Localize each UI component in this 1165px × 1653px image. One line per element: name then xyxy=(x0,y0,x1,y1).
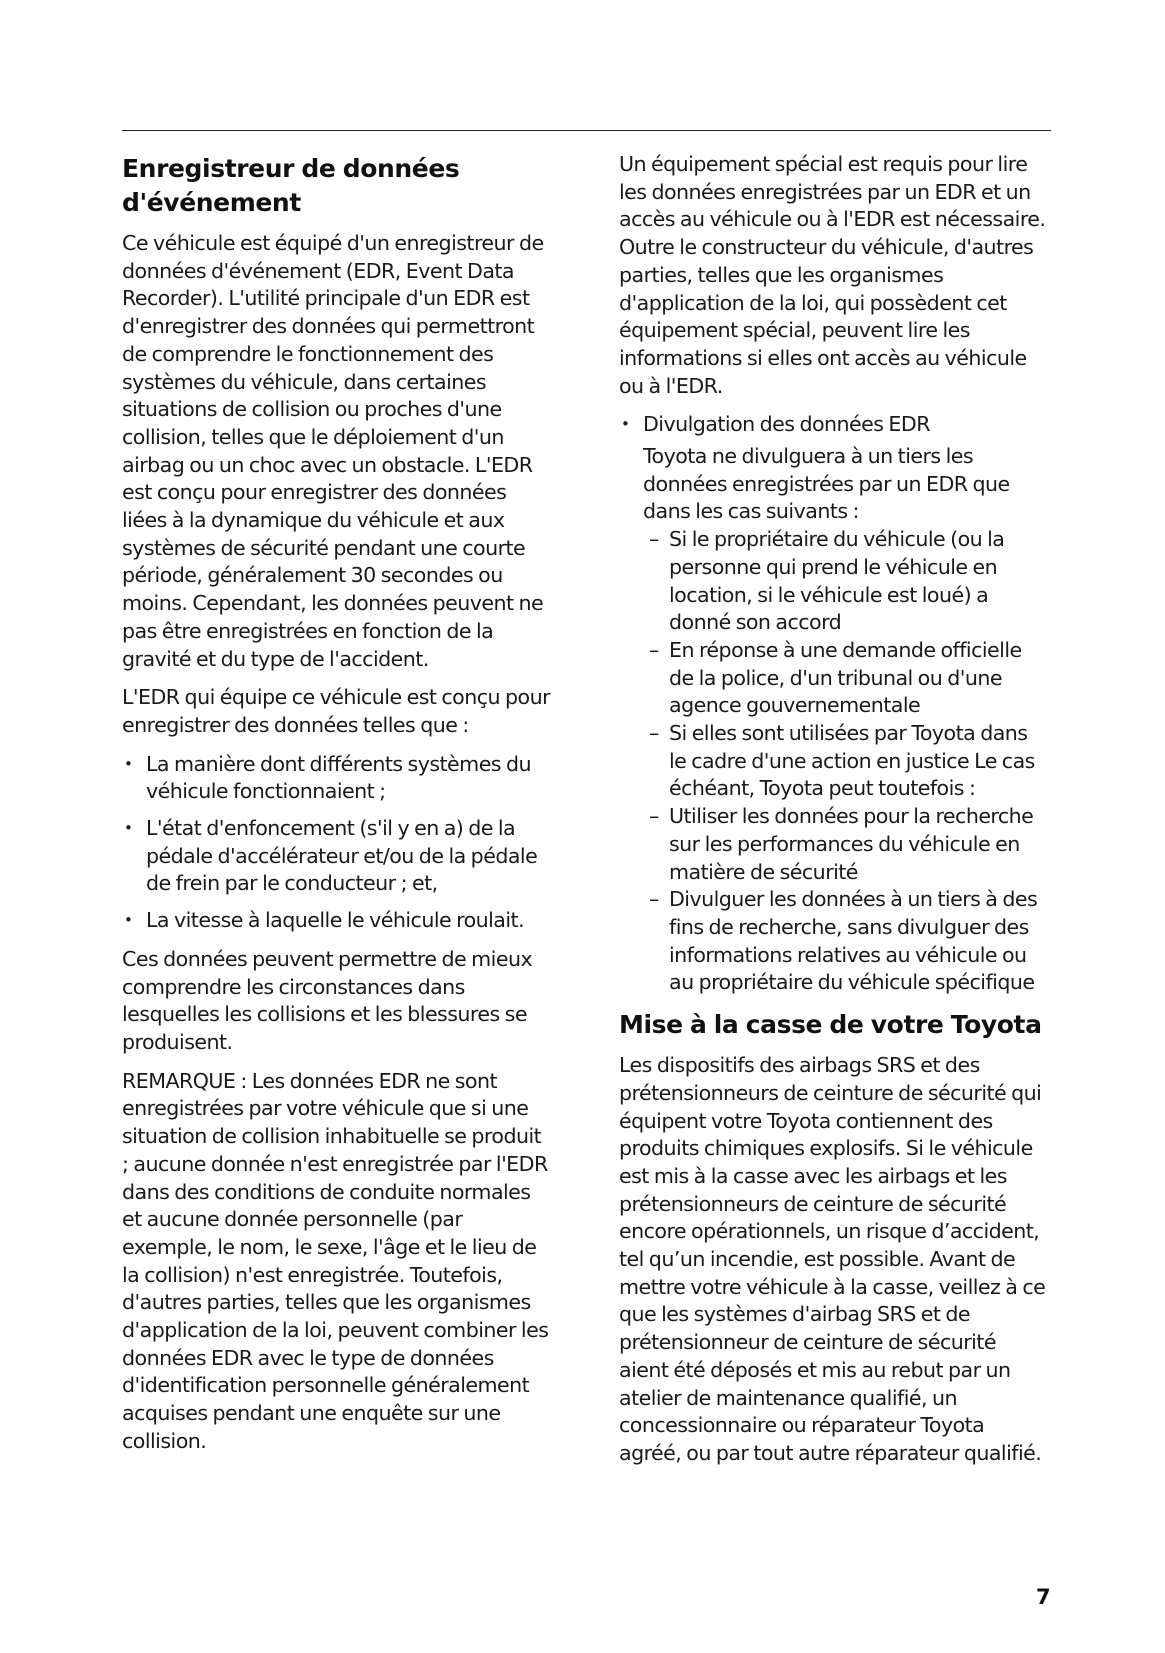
edr-data-list xyxy=(122,751,552,935)
top-rule xyxy=(122,130,1051,131)
edr-access-paragraph: Un équipement spécial est requis pour lire les données enregistrées par un EDR et un accès au véhicule ou à l'EDR est nécessaire. Outre le constructeur du véhicule, d'autres parties, telles que les organismes d'application de la loi, qui possèdent cet équipement spécial, peuvent lire les informations si elles ont accès au véhicule ou à l'EDR. xyxy=(619,152,1046,398)
list-item: • L'état d'enfoncement (s'il y en a) de la pédale d'accélérateur et/ou de la pédale de frein par le conducteur ; et, xyxy=(122,815,552,898)
right-column xyxy=(619,151,1049,1479)
list-item: – Divulguer les données à un tiers à des fins de recherche, sans divulguer des informations relatives au véhicule ou au propriétaire du véhicule spécifique xyxy=(643,886,1049,997)
left-column xyxy=(122,152,552,1467)
list-item-disclosure xyxy=(619,411,1049,997)
list-item: • La vitesse à laquelle le véhicule roulait. xyxy=(122,907,552,935)
edr-list-intro: L'EDR qui équipe ce véhicule est conçu pour enregistrer des données telles que : xyxy=(122,685,550,737)
list-item: – Si elles sont utilisées par Toyota dans le cadre d'une action en justice Le cas échéant, Toyota peut toutefois : xyxy=(643,720,1049,803)
edr-remark-paragraph: REMARQUE : Les données EDR ne sont enregistrées par votre véhicule que si une situation de collision inhabituelle se produit ; aucune donnée n'est enregistrée par l'EDR dans des conditions de conduite normales et aucune donnée personnelle (par exemple, le nom, le sexe, l'âge et le lieu de la collision) n'est enregistrée. Toutefois, d'autres parties, telles que les organismes d'application de la loi, peuvent combiner les données EDR avec le type de données d'identification personnelle généralement acquises pendant une enquête sur une collision. xyxy=(122,1068,549,1453)
disclosure-text: Toyota ne divulguera à un tiers les données enregistrées par un EDR que dans les cas suivants : xyxy=(643,444,1010,524)
list-item: – Si le propriétaire du véhicule (ou la personne qui prend le véhicule en location, si le véhicule est loué) a donné son accord xyxy=(643,526,1049,637)
list-item: – En réponse à une demande officielle de la police, d'un tribunal ou d'une agence gouvernementale xyxy=(643,637,1049,720)
section-heading-edr: Enregistreur de données d'événement xyxy=(122,154,460,217)
page-number: 7 xyxy=(1036,1585,1051,1609)
disclosure-title: Divulgation des données EDR xyxy=(643,412,930,437)
scrapping-paragraph: Les dispositifs des airbags SRS et des prétensionneurs de ceinture de sécurité qui équipent votre Toyota contiennent des produits chimiques explosifs. Si le véhicule est mis à la casse avec les airbags et les prétensionneurs de ceinture de sécurité encore opérationnels, un risque d’accident, tel qu’un incendie, est possible. Avant de mettre votre véhicule à la casse, veillez à ce que les systèmes d'airbag SRS et de prétensionneur de ceinture de sécurité aient été déposés et mis au rebut par un atelier de maintenance qualifié, un concessionnaire ou réparateur Toyota agréé, ou par tout autre réparateur qualifié. xyxy=(619,1053,1046,1465)
edr-intro-paragraph: Ce véhicule est équipé d'un enregistreur de données d'événement (EDR, Event Data Recorder). L'utilité principale d'un EDR est d'enregistrer des données qui permettront de comprendre le fonctionnement des systèmes du véhicule, dans certaines situations de collision ou proches d'une collision, telles que le déploiement d'un airbag ou un choc avec un obstacle. L'EDR est conçu pour enregistrer des données liées à la dynamique du véhicule et aux systèmes de sécurité pendant une courte période, généralement 30 secondes ou moins. Cependant, les données peuvent ne pas être enregistrées en fonction de la gravité et du type de l'accident. xyxy=(122,231,544,671)
list-item: • La manière dont différents systèmes du véhicule fonctionnaient ; xyxy=(122,751,552,806)
edr-purpose-paragraph: Ces données peuvent permettre de mieux comprendre les circonstances dans lesquelles les collisions et les blessures se produisent. xyxy=(122,946,533,1054)
disclosure-cases xyxy=(643,526,1049,997)
disclosure-list xyxy=(619,411,1049,997)
section-heading-scrapping: Mise à la casse de votre Toyota xyxy=(619,1010,1042,1040)
list-item: – Utiliser les données pour la recherche sur les performances du véhicule en matière de sécurité xyxy=(643,803,1049,886)
